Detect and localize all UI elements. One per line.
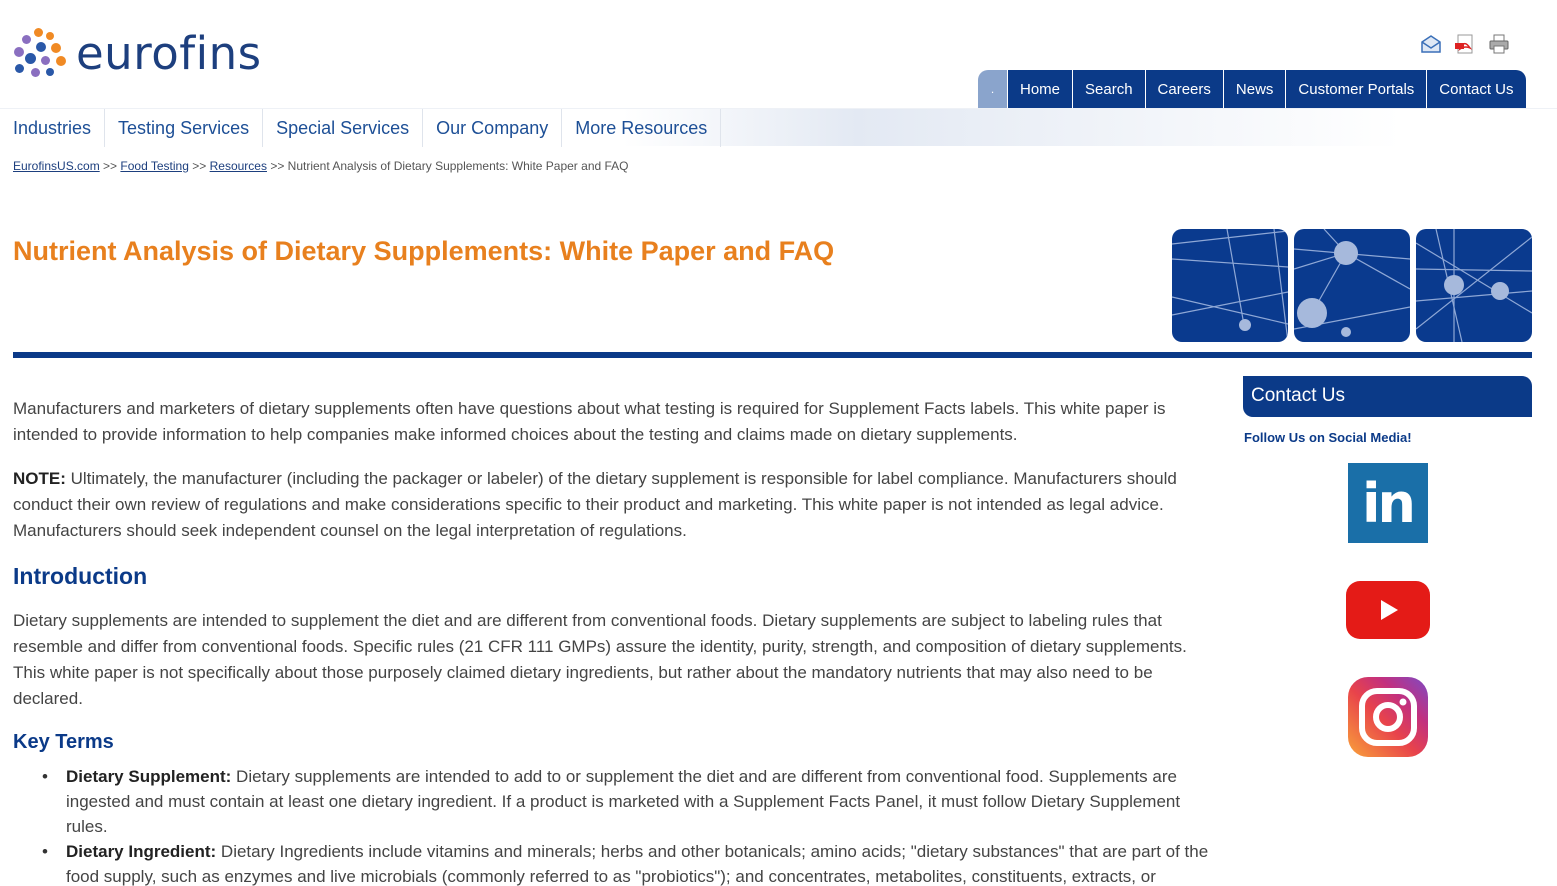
- note-paragraph: [13, 466, 1218, 544]
- instagram-link[interactable]: [1243, 677, 1532, 757]
- breadcrumb-link-resources[interactable]: Resources: [209, 159, 267, 173]
- youtube-icon[interactable]: [1346, 581, 1430, 639]
- banner-tile: [1416, 229, 1532, 342]
- topnav-news[interactable]: News: [1224, 70, 1287, 108]
- linkedin-icon[interactable]: in: [1348, 463, 1428, 543]
- print-icon[interactable]: [1488, 34, 1510, 54]
- topnav-customer-portals[interactable]: Customer Portals: [1286, 70, 1427, 108]
- contact-us-button[interactable]: Contact Us: [1243, 376, 1532, 417]
- intro-paragraph: Manufacturers and marketers of dietary supplements often have questions about what testing is required for Supplement Facts labels. This white paper is intended to provide information to help companies make informed choices about the testing and claims made on dietary supplements.: [13, 399, 1166, 444]
- logo-text: eurofins: [76, 26, 262, 80]
- email-icon[interactable]: [1420, 34, 1442, 54]
- banner-tile: [1294, 229, 1410, 342]
- key-terms-heading: Key Terms: [13, 731, 114, 753]
- term-definition: Dietary Ingredients include vitamins and minerals; herbs and other botanicals; amino acids; "dietary substances" that are part of the food supply, such as enzymes and live microbials (commonly referred to as "probiotics"); and concentrates, metabolites, constituents, extracts, or: [66, 842, 1209, 886]
- page-title: Nutrient Analysis of Dietary Supplements: White Paper and FAQ: [13, 236, 835, 266]
- follow-social-label: Follow Us on Social Media!: [1244, 430, 1412, 445]
- mainnav-industries[interactable]: Industries: [0, 109, 105, 147]
- term-label: Dietary Ingredient:: [66, 842, 217, 861]
- main-navigation: [0, 108, 1557, 146]
- pdf-icon[interactable]: [1454, 34, 1476, 54]
- introduction-paragraph: Dietary supplements are intended to supplement the diet and are different from conventional foods. Dietary supplements are subject to labeling rules that resemble and differ from conventional foods. Specific rules (21 CFR 111 GMPs) assure the identity, purity, strength, and composition of dietary supplements. This white paper is not specifically about those purposely claimed dietary ingredients, but rather about the mandatory nutrients that may also need to be declared.: [13, 611, 1187, 708]
- breadcrumb-current: Nutrient Analysis of Dietary Supplements: White Paper and FAQ: [287, 159, 629, 173]
- breadcrumb-separator: >>: [103, 159, 118, 173]
- breadcrumb-link-home[interactable]: EurofinsUS.com: [13, 159, 100, 173]
- mainnav-more-resources[interactable]: More Resources: [562, 109, 721, 147]
- linkedin-link[interactable]: [1243, 463, 1532, 543]
- list-item: [42, 764, 1218, 839]
- top-navigation: [978, 70, 1526, 108]
- topnav-contact-us[interactable]: Contact Us: [1427, 70, 1525, 108]
- introduction-heading: Introduction: [13, 563, 148, 589]
- breadcrumb-link-food-testing[interactable]: Food Testing: [120, 159, 189, 173]
- term-label: Dietary Supplement:: [66, 767, 232, 786]
- note-text: Ultimately, the manufacturer (including the packager or labeler) of the dietary supplement is responsible for label compliance. Manufacturers should conduct their own review of regulations and make considerations specific to their product and marketing. This white paper is not intended as legal advice. Manufacturers should seek independent counsel on the legal interpretation of regulations.: [13, 469, 1177, 540]
- topnav-careers[interactable]: Careers: [1146, 70, 1224, 108]
- list-item: [42, 839, 1218, 886]
- title-divider: [13, 352, 1532, 358]
- main-content: [13, 396, 1218, 886]
- topnav-search[interactable]: Search: [1073, 70, 1146, 108]
- youtube-link[interactable]: [1243, 581, 1532, 639]
- breadcrumb-separator: >>: [192, 159, 207, 173]
- banner-tile: [1172, 229, 1288, 342]
- header-banner-image: [1172, 229, 1532, 342]
- mainnav-testing-services[interactable]: Testing Services: [105, 109, 263, 147]
- instagram-icon[interactable]: [1348, 677, 1428, 757]
- eurofins-logo[interactable]: [12, 26, 262, 80]
- mainnav-special-services[interactable]: Special Services: [263, 109, 423, 147]
- topnav-tab-blank[interactable]: .: [978, 70, 1008, 108]
- sidebar: [1243, 376, 1532, 535]
- logo-dots-icon: [12, 26, 68, 80]
- topnav-home[interactable]: Home: [1008, 70, 1073, 108]
- utility-icons: [1420, 34, 1510, 54]
- note-label: NOTE:: [13, 469, 66, 488]
- term-definition: Dietary supplements are intended to add to or supplement the diet and are different from conventional food. Supplements are ingested and must contain at least one dietary ingredient. If a product is marketed with a Supplement Facts Panel, it must follow Dietary Supplement rules.: [66, 767, 1181, 836]
- mainnav-our-company[interactable]: Our Company: [423, 109, 562, 147]
- key-terms-list: [13, 764, 1218, 886]
- breadcrumb-separator: >>: [270, 159, 285, 173]
- breadcrumb: [13, 159, 629, 173]
